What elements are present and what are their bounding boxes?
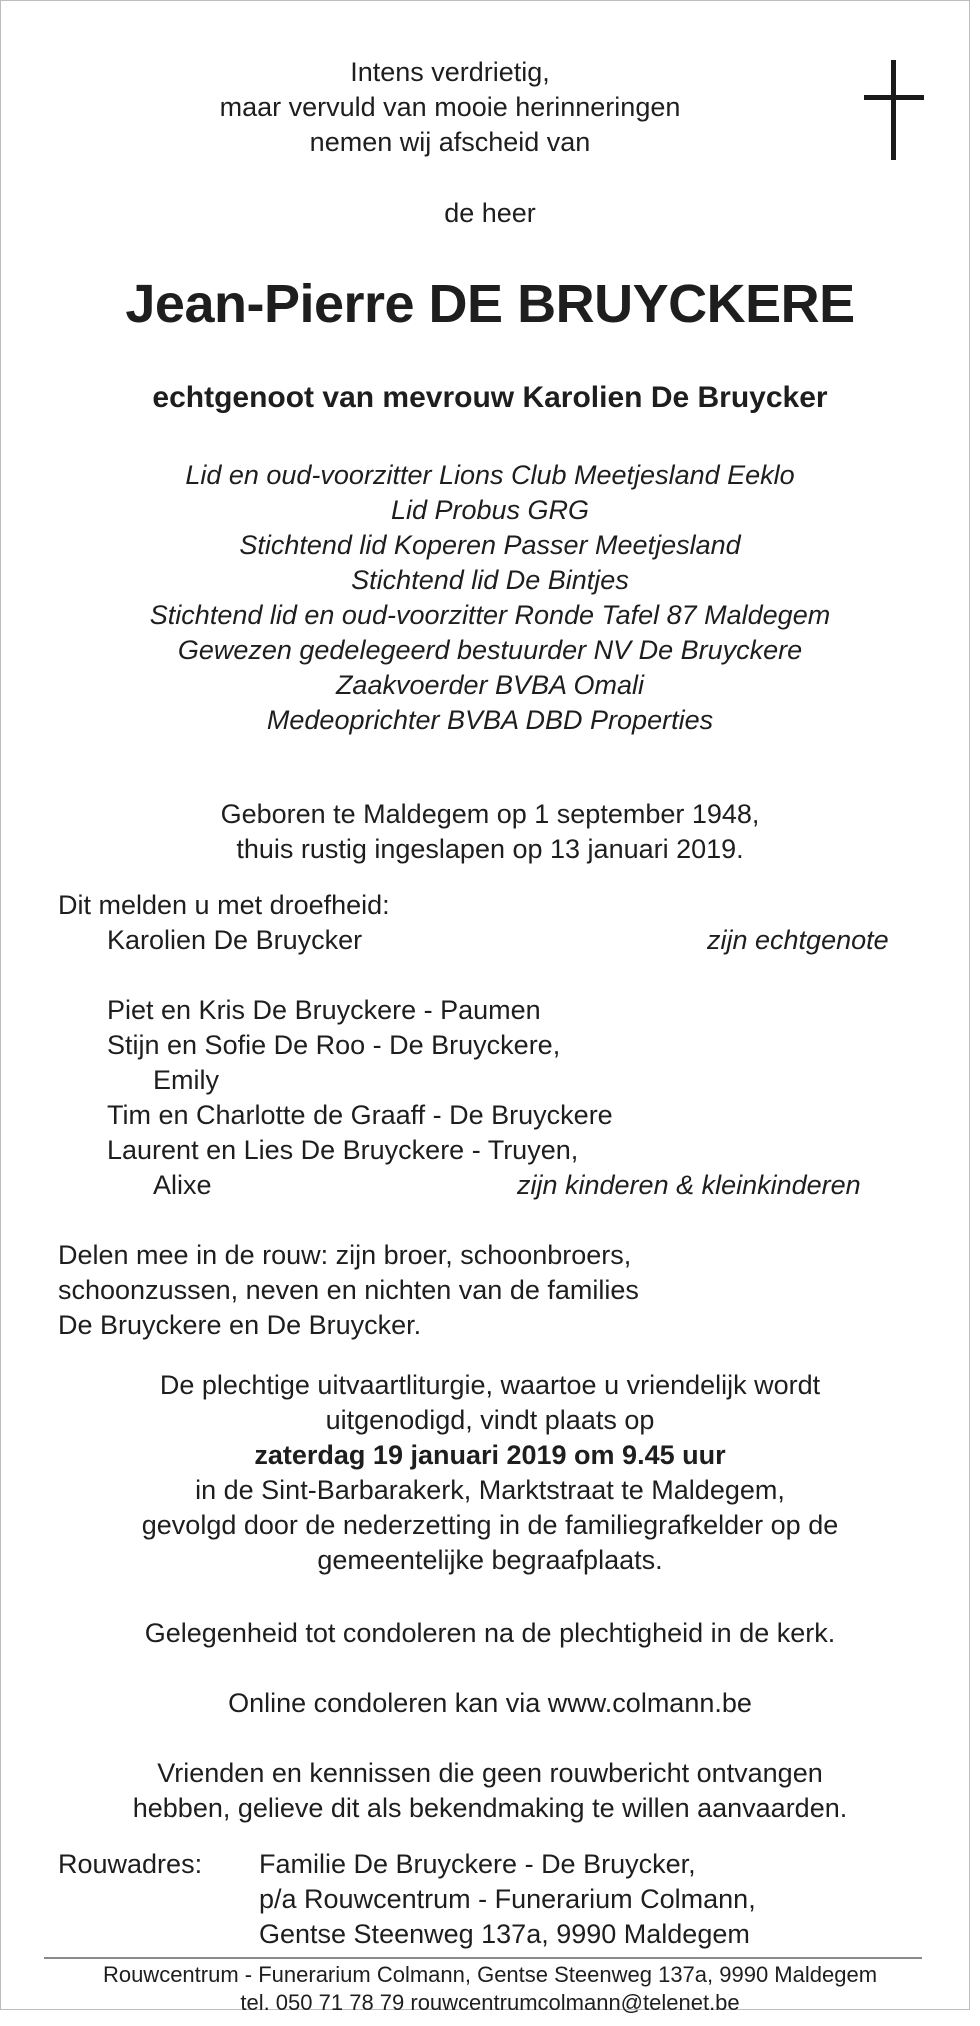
spouse-name: Karolien De Bruycker <box>107 925 363 955</box>
title-prefix: de heer <box>444 198 536 228</box>
child-line: Tim en Charlotte de Graaff - De Bruyckere <box>107 1100 613 1130</box>
grandchild-line: Alixe <box>153 1170 212 1200</box>
footer-line: Rouwcentrum - Funerarium Colmann, Gentse Steenweg 137a, 9990 Maldegem <box>102 1962 878 1987</box>
function-item: Stichtend lid en oud-voorzitter Ronde Tafel 87 Maldegem <box>149 600 831 630</box>
function-item: Gewezen gedelegeerd bestuurder NV De Bruyckere <box>177 635 803 665</box>
death-line: thuis rustig ingeslapen op 13 januari 2019. <box>236 834 744 864</box>
mourning-line: schoonzussen, neven en nichten van de families <box>58 1275 639 1305</box>
spouse-line: echtgenoot van mevrouw Karolien De Bruycker <box>152 381 828 414</box>
intro-text <box>170 55 730 160</box>
child-line: Stijn en Sofie De Roo - De Bruyckere, <box>107 1030 561 1060</box>
footer-line: tel. 050 71 78 79 rouwcentrumcolmann@telenet.be <box>240 1990 740 2015</box>
child-line: Piet en Kris De Bruyckere - Paumen <box>107 995 541 1025</box>
function-item: Lid Probus GRG <box>390 495 590 525</box>
intro-line: maar vervuld van mooie herinneringen <box>219 92 681 122</box>
functions-list <box>0 458 980 738</box>
mourning-line: Delen mee in de rouw: zijn broer, schoonbroers, <box>58 1240 632 1270</box>
announce-heading: Dit melden u met droefheid: <box>58 890 390 920</box>
function-item: Stichtend lid Koperen Passer Meetjesland <box>239 530 741 560</box>
friends-line: hebben, gelieve dit als bekendmaking te willen aanvaarden. <box>132 1793 848 1823</box>
ceremony-line: uitgenodigd, vindt plaats op <box>325 1405 655 1435</box>
function-item: Stichtend lid De Bintjes <box>351 565 629 595</box>
ceremony-line: gevolgd door de nederzetting in de familiegrafkelder op de <box>141 1510 839 1540</box>
life-dates <box>0 797 980 867</box>
condolence-text: Gelegenheid tot condoleren na de plechtigheid in de kerk. <box>144 1618 836 1648</box>
address-block <box>259 1847 919 1952</box>
ceremony-line: in de Sint-Barbarakerk, Marktstraat te Maldegem, <box>195 1475 785 1505</box>
ceremony-date: zaterdag 19 januari 2019 om 9.45 uur <box>254 1440 726 1470</box>
address-label: Rouwadres: <box>58 1849 203 1879</box>
footer <box>0 1961 980 2017</box>
address-line: Gentse Steenweg 137a, 9990 Maldegem <box>259 1919 750 1949</box>
friends-line: Vrienden en kennissen die geen rouwbericht ontvangen <box>157 1758 823 1788</box>
online-condolence-text: Online condoleren kan via www.colmann.be <box>228 1688 752 1718</box>
function-item: Lid en oud-voorzitter Lions Club Meetjesland Eeklo <box>185 460 795 490</box>
birth-line: Geboren te Maldegem op 1 september 1948, <box>220 799 760 829</box>
ceremony-line: gemeentelijke begraafplaats. <box>317 1545 663 1575</box>
intro-line: Intens verdrietig, <box>350 57 550 87</box>
spouse-role: zijn echtgenote <box>707 925 889 955</box>
friends-notice <box>0 1756 980 1826</box>
function-item: Medeoprichter BVBA DBD Properties <box>266 705 714 735</box>
address-line: Familie De Bruyckere - De Bruycker, <box>259 1849 696 1879</box>
grandchild-line: Emily <box>153 1065 219 1095</box>
deceased-name: Jean-Pierre DE BRUYCKERE <box>125 274 855 334</box>
mourning-text <box>58 1238 918 1343</box>
ceremony-line: De plechtige uitvaartliturgie, waartoe u vriendelijk wordt <box>159 1370 821 1400</box>
cross-icon <box>864 60 924 160</box>
footer-divider <box>44 1957 922 1959</box>
address-line: p/a Rouwcentrum - Funerarium Colmann, <box>259 1884 756 1914</box>
ceremony-block <box>0 1368 980 1578</box>
child-line: Laurent en Lies De Bruyckere - Truyen, <box>107 1135 579 1165</box>
function-item: Zaakvoerder BVBA Omali <box>335 670 645 700</box>
mourning-line: De Bruyckere en De Bruycker. <box>58 1310 422 1340</box>
children-role: zijn kinderen & kleinkinderen <box>517 1170 861 1200</box>
intro-line: nemen wij afscheid van <box>309 127 591 157</box>
